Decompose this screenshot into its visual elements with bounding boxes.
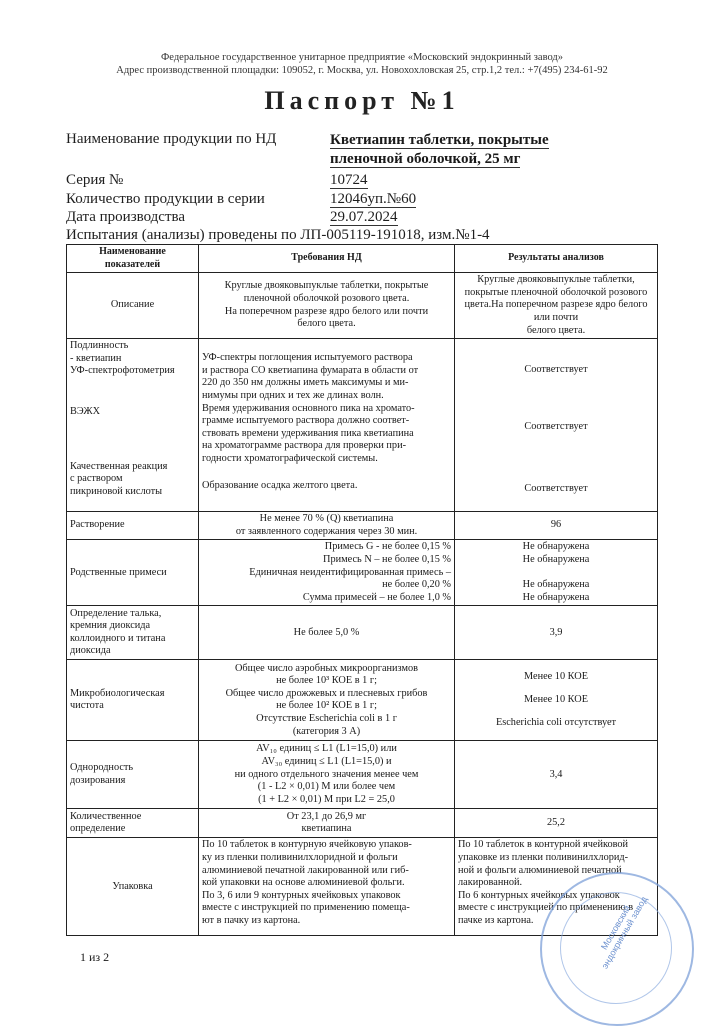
date-value: 29.07.2024: [330, 209, 398, 225]
table-row: [67, 512, 658, 540]
row-result: Соответствует Соответствует Соответствует: [455, 339, 658, 512]
stamp-text: Московский эндокринный завод: [599, 894, 650, 971]
col-header-requirements: Требования НД: [199, 245, 455, 273]
row-name: Количественное определение: [67, 809, 199, 838]
row-requirement: УФ-спектры поглощения испытуемого раствора и раствора СО кветиапина фумарата в области от 220 до 350 нм должны иметь максимумы и ми- нимумы при одних и тех же длинах волн. Время удерживания основного пика на хромато- грамме испытуемого раствора должно соответ- ствовать времени удерживания пика кветиапина на хроматограмме раствора для проверки при- годности хроматографической системы. Образование осадка желтого цвета.: [199, 339, 455, 512]
row-name: Описание: [67, 273, 199, 339]
row-requirement: От 23,1 до 26,9 мг кветиапина: [199, 809, 455, 838]
table-row: [67, 606, 658, 660]
row-result: 3,4: [455, 741, 658, 809]
row-name: Растворение: [67, 512, 199, 540]
row-requirement: Примесь G - не более 0,15 % Примесь N – не более 0,15 % Единичная неидентифицированная примесь – не более 0,20 % Сумма примесей – не более 1,0 %: [199, 540, 455, 606]
spec-table: [66, 244, 658, 936]
table-row: [67, 809, 658, 838]
tests-line: Испытания (анализы) проведены по ЛП-005119-191018, изм.№1-4: [66, 227, 490, 243]
table-row: [67, 540, 658, 606]
row-name: Однородность дозирования: [67, 741, 199, 809]
date-label: Дата производства: [66, 209, 186, 225]
row-name: Определение талька, кремния диоксида коллоидного и титана диоксида: [67, 606, 199, 660]
product-value-line1: Кветиапин таблетки, покрытые: [330, 132, 549, 148]
table-row: [67, 660, 658, 741]
row-name: Подлинность - кветиапин УФ-спектрофотометрия ВЭЖХ Качественная реакция с раствором пикриновой кислоты: [67, 339, 199, 512]
row-result: По 10 таблеток в контурной ячейковой упаковке из пленки поливинилхлорид- ной и фольги алюминиевой печатной лакированной. По 6 контурных ячейковых упаковок вместе с инструкцией по применению в пачке из картона.: [455, 838, 658, 936]
row-name: Микробиологическая чистота: [67, 660, 199, 741]
table-row: [67, 339, 658, 512]
product-value-line2: пленочной оболочкой, 25 мг: [330, 151, 521, 167]
row-result: 96: [455, 512, 658, 540]
company-address: Адрес производственной площадки: 109052, г. Москва, ул. Новохохловская 25, стр.1,2 тел.: +7(495) 234-61-92: [116, 65, 608, 76]
table-header-row: [67, 245, 658, 273]
row-result: Менее 10 КОЕ Менее 10 КОЕ Escherichia coli отсутствует: [455, 660, 658, 741]
table-row: [67, 273, 658, 339]
table-row: [67, 741, 658, 809]
product-value: [330, 131, 549, 169]
series-value: 10724: [330, 172, 368, 188]
row-requirement: Не менее 70 % (Q) кветиапина от заявленного содержания через 30 мин.: [199, 512, 455, 540]
row-name: Упаковка: [67, 838, 199, 936]
row-name: Родственные примеси: [67, 540, 199, 606]
row-requirement: Круглые двояковыпуклые таблетки, покрытые пленочной оболочкой розового цвета. На поперечном разрезе ядро белого или почти белого цвета.: [199, 273, 455, 339]
page-title: Паспорт №1: [264, 86, 460, 115]
row-requirement: Не более 5,0 %: [199, 606, 455, 660]
quantity-label: Количество продукции в серии: [66, 191, 265, 207]
col-header-name: Наименование показателей: [67, 245, 199, 273]
row-result: Не обнаружена Не обнаружена Не обнаружена Не обнаружена: [455, 540, 658, 606]
row-requirement: AV₁₀ единиц ≤ L1 (L1=15,0) или AV₃₀ единиц ≤ L1 (L1=15,0) и ни одного отдельного значения менее чем (1 - L2 × 0,01) M или более чем (1 + L2 × 0,01) M при L2 = 25,0: [199, 741, 455, 809]
row-requirement: По 10 таблеток в контурную ячейковую упаков- ку из пленки поливинилхлоридной и фольги алюминиевой печатной лакированной или гиб- кой упаковки на основе алюминиевой фольги. По 3, 6 или 9 контурных ячейковых упаковок вместе с инструкцией по применению помеща- ют в пачку из картона.: [199, 838, 455, 936]
page-number: 1 из 2: [80, 950, 110, 964]
col-header-results: Результаты анализов: [455, 245, 658, 273]
series-label: Серия №: [66, 172, 124, 188]
row-result: Круглые двояковыпуклые таблетки, покрытые пленочной оболочкой розового цвета.На поперечном разрезе ядро белого или почти белого цвета.: [455, 273, 658, 339]
quantity-value: 12046уп.№60: [330, 191, 417, 207]
product-label: Наименование продукции по НД: [66, 131, 277, 147]
row-result: 3,9: [455, 606, 658, 660]
company-name: Федеральное государственное унитарное предприятие «Московский эндокринный завод»: [161, 52, 563, 63]
row-requirement: Общее число аэробных микроорганизмов не более 10³ КОЕ в 1 г; Общее число дрожжевых и плесневых грибов не более 10² КОЕ в 1 г; Отсутствие Escherichia coli в 1 г (категория 3 А): [199, 660, 455, 741]
row-result: 25,2: [455, 809, 658, 838]
